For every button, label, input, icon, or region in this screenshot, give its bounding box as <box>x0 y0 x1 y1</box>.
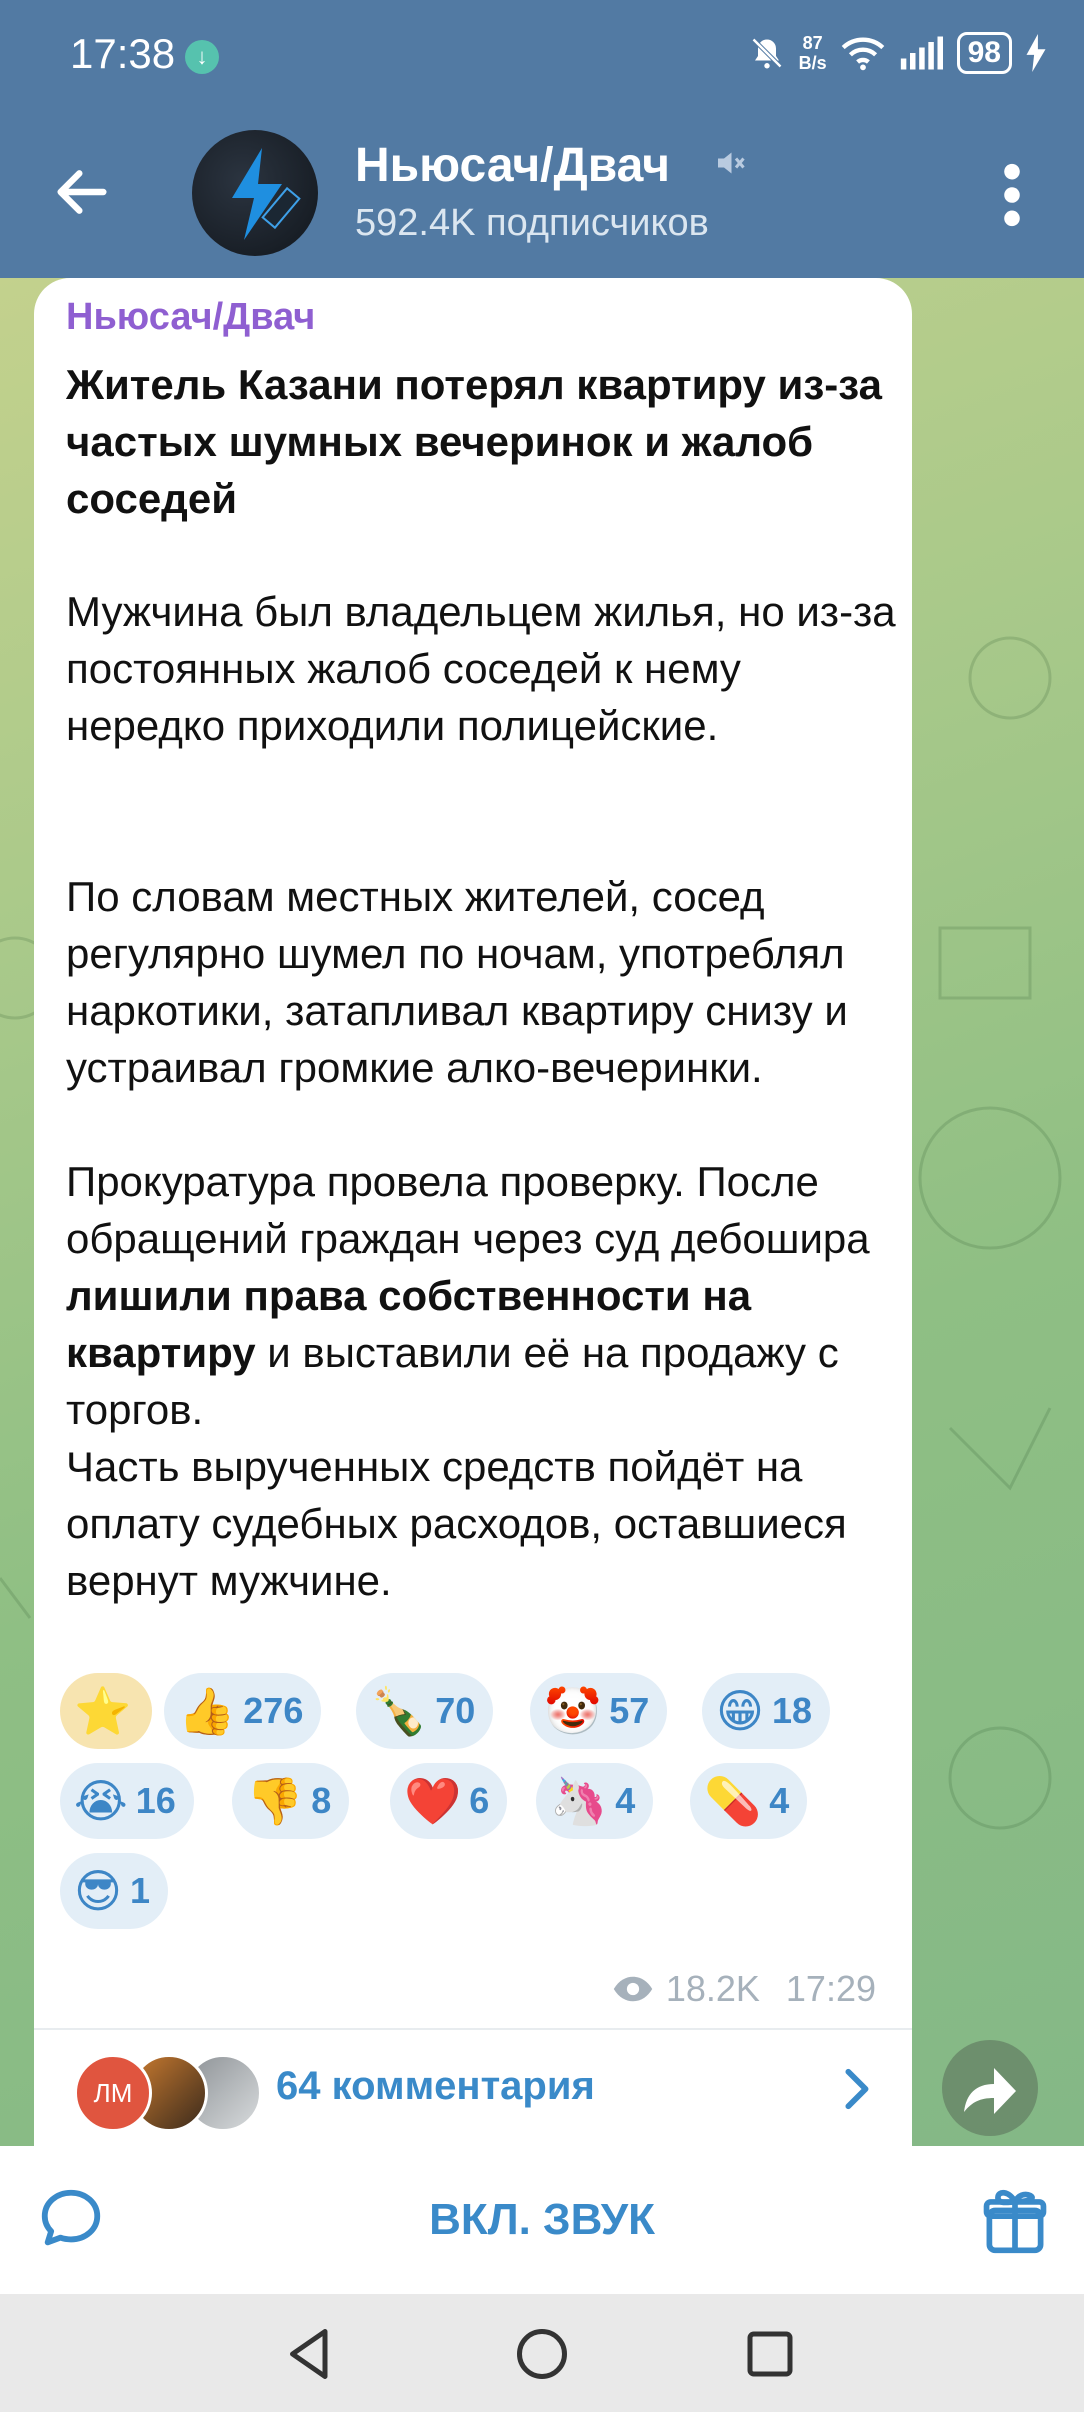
more-options-icon[interactable] <box>992 160 1032 230</box>
post-meta <box>612 1968 876 2010</box>
download-indicator-icon: ↓ <box>185 40 219 74</box>
gift-icon[interactable] <box>980 2182 1050 2256</box>
reaction-thumbs-down-button[interactable] <box>232 1763 349 1839</box>
share-arrow-icon <box>942 2040 1038 2136</box>
view-count: 18.2K <box>665 1968 760 2009</box>
thumbs-down-icon: 👎 <box>246 1774 304 1828</box>
network-speed-unit: B/s <box>798 53 827 73</box>
notifications-off-icon <box>749 35 785 71</box>
post-text: и выставили её на продажу с торгов. <box>66 1329 839 1433</box>
channel-bottom-bar <box>0 2146 1084 2294</box>
post-bold-text: лишили права собственности на квартиру <box>66 1272 752 1376</box>
wifi-icon <box>841 35 885 71</box>
lightning-logo-icon <box>192 130 318 256</box>
unicorn-icon: 🦄 <box>550 1774 608 1828</box>
reaction-sunglasses-button[interactable] <box>60 1853 168 1929</box>
post-paragraph: По словам местных жителей, сосед регулярно шумел по ночам, употреблял наркотики, затапливал квартиру снизу и устраивал громкие алко-вечеринки. <box>66 873 848 1091</box>
signal-icon <box>899 36 943 70</box>
battery-indicator: 98 <box>957 32 1012 74</box>
reaction-crying-button[interactable] <box>60 1763 194 1839</box>
post-headline: Житель Казани потерял квартиру из-за частых шумных вечеринок и жалоб соседей <box>66 361 882 522</box>
reaction-count: 4 <box>769 1780 790 1821</box>
comments-button[interactable] <box>34 2030 912 2146</box>
back-arrow-icon[interactable] <box>50 160 114 224</box>
sunglasses-face-icon: 😎 <box>74 1864 122 1918</box>
nav-back-icon[interactable] <box>280 2324 340 2384</box>
chevron-right-icon <box>836 2066 876 2112</box>
post-time: 17:29 <box>785 1968 876 2009</box>
channel-post[interactable] <box>34 278 912 2146</box>
thumbs-up-icon: 👍 <box>178 1684 236 1738</box>
reaction-count: 276 <box>243 1690 304 1731</box>
reaction-star-button[interactable] <box>60 1673 152 1749</box>
channel-avatar[interactable] <box>192 130 318 256</box>
reaction-champagne-button[interactable] <box>356 1673 493 1749</box>
network-speed <box>799 33 827 73</box>
reaction-pill-button[interactable] <box>690 1763 807 1839</box>
grinning-face-icon: 😁 <box>716 1684 764 1738</box>
reaction-count: 16 <box>135 1780 176 1821</box>
crying-face-icon: 😭 <box>74 1774 128 1828</box>
status-time: 17:38 <box>70 30 176 77</box>
unmute-sound-button[interactable]: ВКЛ. ЗВУК <box>429 2195 655 2244</box>
status-icons <box>749 28 1046 78</box>
nav-home-icon[interactable] <box>512 2324 572 2384</box>
app-header <box>0 0 1084 278</box>
reaction-clown-button[interactable] <box>530 1673 667 1749</box>
reaction-heart-button[interactable] <box>390 1763 507 1839</box>
post-text: Прокуратура провела проверку. После обращений граждан через суд дебошира <box>66 1158 870 1262</box>
share-button[interactable] <box>942 2040 1038 2136</box>
network-speed-value: 87 <box>802 33 823 53</box>
views-eye-icon <box>612 1975 654 2003</box>
reaction-count: 18 <box>771 1690 813 1731</box>
discussion-chat-icon[interactable] <box>36 2184 106 2254</box>
reaction-count: 4 <box>615 1780 636 1821</box>
pill-icon: 💊 <box>704 1774 762 1828</box>
post-sender-name[interactable]: Ньюсач/Двач <box>66 296 316 338</box>
chat-area[interactable] <box>0 278 1084 2146</box>
post-paragraph <box>66 1153 896 1438</box>
champagne-icon: 🍾 <box>370 1684 428 1738</box>
reaction-grin-button[interactable] <box>702 1673 830 1749</box>
reaction-count: 8 <box>311 1780 332 1821</box>
reaction-count: 70 <box>435 1690 476 1731</box>
reaction-unicorn-button[interactable] <box>536 1763 653 1839</box>
reaction-thumbs-up-button[interactable] <box>164 1673 321 1749</box>
comments-count-label: 64 комментария <box>276 2064 595 2108</box>
reaction-count: 1 <box>129 1870 150 1911</box>
charging-icon <box>1026 34 1046 72</box>
post-paragraph: Мужчина был владельцем жилья, но из-за постоянных жалоб соседей к нему нередко приходили полицейские. <box>66 588 896 749</box>
star-icon: ⭐ <box>74 1684 132 1738</box>
reaction-count: 57 <box>609 1690 650 1731</box>
reaction-count: 6 <box>469 1780 490 1821</box>
channel-title[interactable]: Ньюсач/Двач <box>355 139 670 192</box>
system-navigation-bar <box>0 2294 1084 2412</box>
commenter-avatar: ЛМ <box>74 2054 152 2132</box>
clown-icon: 🤡 <box>544 1684 602 1738</box>
muted-speaker-icon <box>712 145 748 181</box>
post-paragraph: Часть вырученных средств пойдёт на оплату судебных расходов, оставшиеся вернут мужчине. <box>66 1443 847 1604</box>
subscriber-count: 592.4K подписчиков <box>355 202 709 244</box>
nav-recents-icon[interactable] <box>740 2324 800 2384</box>
heart-icon: ❤️ <box>404 1774 462 1828</box>
